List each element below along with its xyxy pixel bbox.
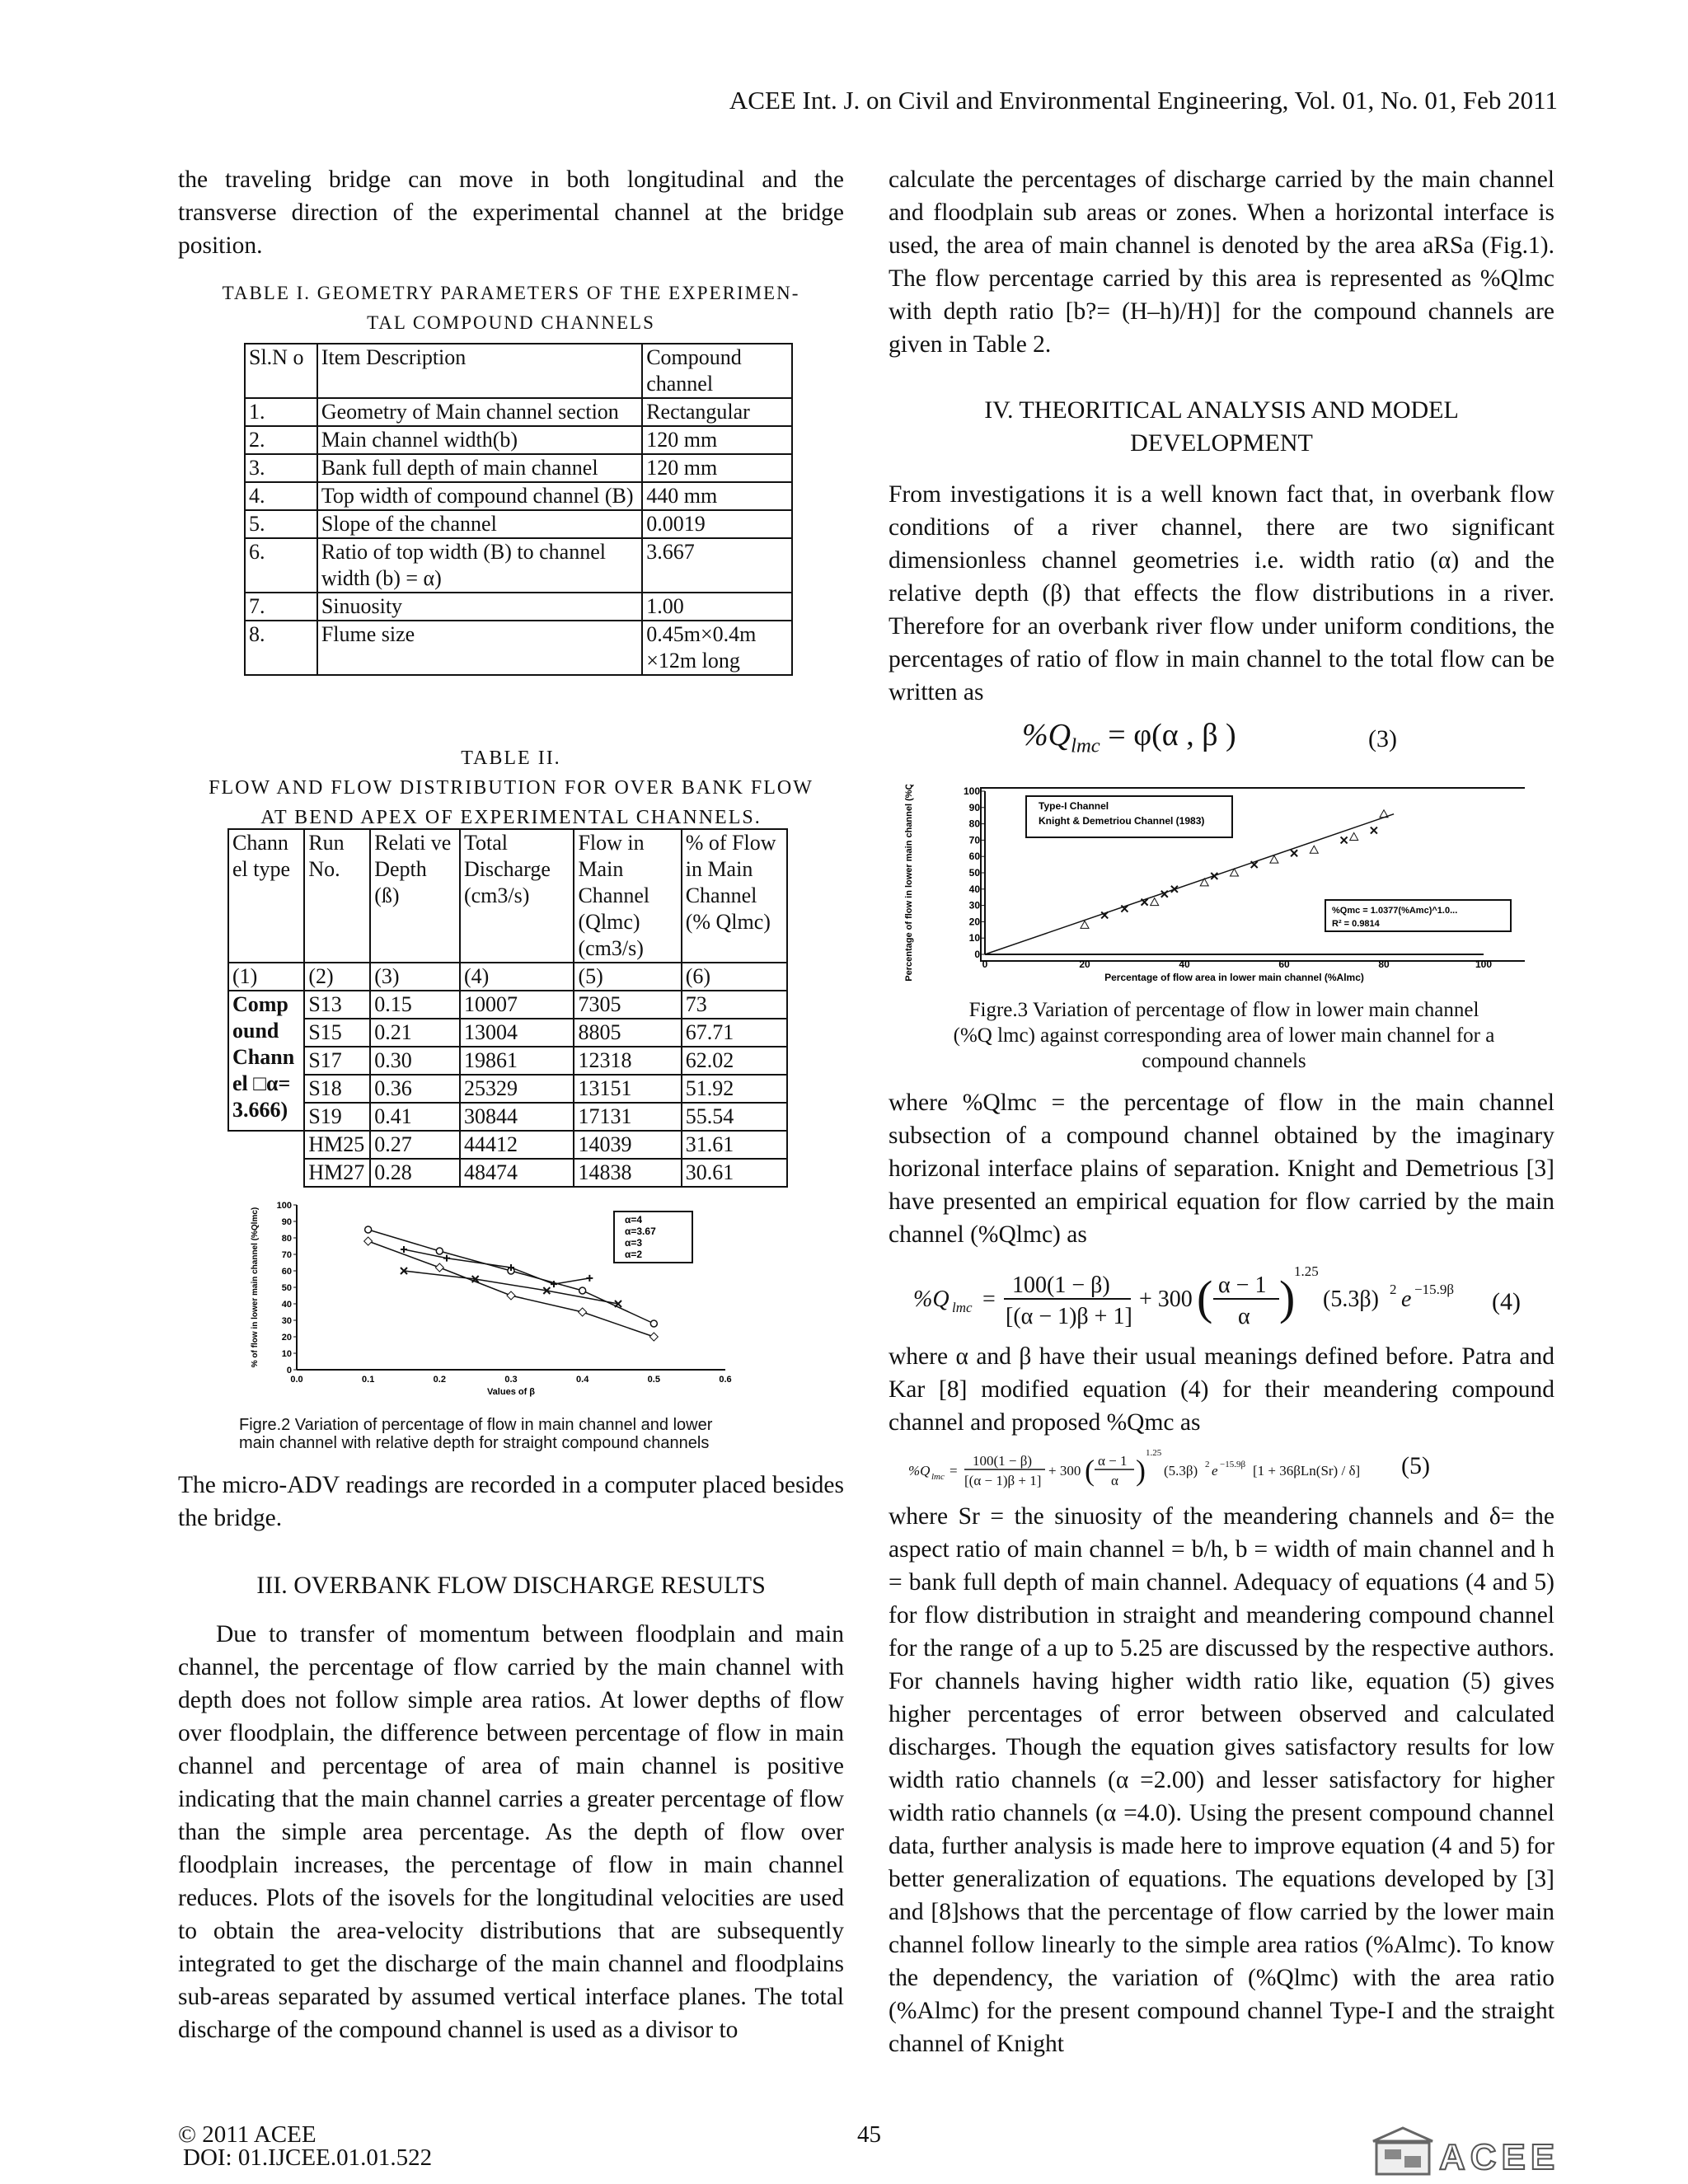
eq5-exp2: 2 bbox=[1205, 1460, 1210, 1469]
table2-caption-line2: FLOW AND FLOW DISTRIBUTION FOR OVER BANK FLOW bbox=[209, 777, 814, 799]
y-tick-label: 90 bbox=[281, 1217, 292, 1227]
y-tick-label: 80 bbox=[281, 1234, 292, 1244]
table1-row bbox=[245, 482, 792, 510]
table1-header-cell: Sl.N o bbox=[245, 344, 317, 398]
table2-cell: 14838 bbox=[574, 1159, 681, 1187]
table2-caption-line3: AT BEND APEX OF EXPERIMENTAL CHANNELS. bbox=[260, 807, 762, 828]
table2-cell: 30844 bbox=[460, 1103, 574, 1131]
table1-header-cell: Compound channel bbox=[642, 344, 792, 398]
table2-row bbox=[228, 1131, 787, 1159]
y-tick-label: 20 bbox=[968, 916, 980, 928]
table2-cell: 0.21 bbox=[370, 1019, 460, 1047]
table2-cell: 17131 bbox=[574, 1103, 681, 1131]
y-tick-label: 30 bbox=[968, 899, 980, 912]
equation-5 bbox=[907, 1444, 1484, 1502]
logo-window2-icon bbox=[1404, 2156, 1421, 2168]
eq4-num1: 100(1 − β) bbox=[1012, 1272, 1110, 1298]
legend-entry: α=4 bbox=[625, 1214, 643, 1226]
journal-header: ACEE Int. J. on Civil and Environmental Engineering, Vol. 01, No. 01, Feb 2011 bbox=[729, 86, 1558, 115]
acee-logo bbox=[1368, 2123, 1558, 2177]
table2-caption-line1: TABLE II. bbox=[461, 748, 561, 769]
eq4-paren-close: ) bbox=[1279, 1271, 1296, 1324]
y-tick-label: 20 bbox=[281, 1333, 292, 1343]
table2-cell: HM25 bbox=[304, 1131, 370, 1159]
y-axis-label: Percentage of flow in lower main channel (%Qlmc) bbox=[904, 785, 914, 982]
right-paragraph-2: From investigations it is a well known fact that, in overbank flow conditions of a river channel, there are two significant dimensionless channel geometries i.e. width ratio (α) and the relative depth (β) that effects the flow distributions in a river. Therefore for an overbank river flow under uniform conditions, the percentages of ratio of flow in main channel to the total flow can be written as bbox=[889, 481, 1554, 705]
table2-cell: 12318 bbox=[574, 1047, 681, 1075]
table2-header-cell: Chann el type bbox=[228, 829, 304, 963]
y-tick-label: 80 bbox=[968, 818, 980, 830]
table1-row bbox=[245, 398, 792, 426]
right-paragraph-1: calculate the percentages of discharge carried by the main channel and floodplain sub areas or zones. When a horizontal interface is used, the area of main channel is denoted by the area aRSa (Fig.1). The flow percentage carried by this area is represented as %Qlmc with depth ratio [b?= (H–h)/H)] for the compound channels are given in Table 2. bbox=[889, 166, 1554, 358]
figure3-chart bbox=[898, 785, 1525, 987]
table1-cell: Geometry of Main channel section bbox=[317, 398, 642, 426]
table2-cell: 13151 bbox=[574, 1075, 681, 1103]
eq3-lhs: %Q bbox=[1022, 718, 1071, 752]
figure3-caption-line3: compound channels bbox=[1142, 1050, 1306, 1072]
table2-header-cell: Relati ve Depth (ß) bbox=[370, 829, 460, 963]
eq5-paren-close: ) bbox=[1136, 1454, 1146, 1487]
table1-cell: Sinuosity bbox=[317, 593, 642, 621]
y-tick-label: 100 bbox=[276, 1201, 292, 1211]
data-point bbox=[586, 1275, 593, 1282]
table1-cell: 440 mm bbox=[642, 482, 792, 510]
table2-caption bbox=[178, 743, 844, 832]
table2-type-cell: Comp ound Chann el □α= 3.666) bbox=[228, 991, 304, 1131]
legend-entry: α=2 bbox=[625, 1249, 643, 1260]
legend-entry: Type-I Channel bbox=[1039, 800, 1109, 812]
table1-cell: 3. bbox=[245, 454, 317, 482]
table2-header-row bbox=[228, 829, 787, 963]
x-tick-label: 80 bbox=[1378, 958, 1390, 970]
logo-text: ACEE bbox=[1439, 2137, 1558, 2177]
section4-heading bbox=[889, 394, 1554, 460]
table2-cell: S13 bbox=[304, 991, 370, 1019]
data-point bbox=[364, 1237, 373, 1245]
page-number: 45 bbox=[857, 2121, 881, 2148]
data-point bbox=[649, 1333, 658, 1341]
table1-cell: 0.45m×0.4m ×12m long bbox=[642, 621, 792, 675]
table2-cell: 30.61 bbox=[682, 1159, 787, 1187]
footer-doi: DOI: 01.IJCEE.01.01.522 bbox=[183, 2144, 433, 2171]
table1-cell: Slope of the channel bbox=[317, 510, 642, 538]
data-point bbox=[579, 1287, 586, 1294]
table1-row bbox=[245, 426, 792, 454]
table2-index-cell: (2) bbox=[304, 963, 370, 991]
eq4-e: e bbox=[1401, 1286, 1412, 1312]
table2-row bbox=[228, 991, 787, 1019]
figure2-caption-line2: main channel with relative depth for straight compound channels bbox=[239, 1434, 710, 1452]
table1-cell: 4. bbox=[245, 482, 317, 510]
eq5-term3: (5.3β) bbox=[1164, 1463, 1198, 1479]
data-point bbox=[443, 1255, 450, 1262]
table2-cell: 48474 bbox=[460, 1159, 574, 1187]
eq5-number: (5) bbox=[1401, 1452, 1430, 1479]
x-tick-label: 100 bbox=[1475, 958, 1493, 970]
figure3-caption-line2: (%Q lmc) against corresponding area of lower main channel for a bbox=[953, 1024, 1495, 1047]
table2-cell: 19861 bbox=[460, 1047, 574, 1075]
table1-row bbox=[245, 538, 792, 593]
table1-cell: 8. bbox=[245, 621, 317, 675]
acee-logo-svg bbox=[1368, 2123, 1558, 2177]
eq5-exp1: 1.25 bbox=[1146, 1448, 1162, 1458]
table1-caption bbox=[178, 279, 844, 338]
table2 bbox=[227, 828, 788, 1188]
table2-empty-cell bbox=[228, 1131, 304, 1159]
eq4-term3: (5.3β) bbox=[1323, 1286, 1379, 1312]
table1-cell: 1.00 bbox=[642, 593, 792, 621]
figure2-svg bbox=[239, 1197, 767, 1411]
table1-cell: 120 mm bbox=[642, 426, 792, 454]
y-tick-label: 10 bbox=[281, 1349, 292, 1359]
y-tick-label: 60 bbox=[968, 851, 980, 863]
eq4-paren-open: ( bbox=[1197, 1271, 1213, 1324]
table2-row bbox=[228, 1075, 787, 1103]
equation-4 bbox=[907, 1261, 1558, 1335]
table2-cell: 31.61 bbox=[682, 1131, 787, 1159]
table1 bbox=[244, 343, 793, 676]
table2-cell: S15 bbox=[304, 1019, 370, 1047]
table2-cell: S18 bbox=[304, 1075, 370, 1103]
x-tick-label: 0 bbox=[982, 958, 988, 970]
x-tick-label: 0.1 bbox=[362, 1375, 375, 1385]
equation-4-svg bbox=[907, 1261, 1558, 1335]
table2-cell: 51.92 bbox=[682, 1075, 787, 1103]
series-line bbox=[368, 1230, 654, 1324]
table2-index-cell: (3) bbox=[370, 963, 460, 991]
eq4-lhs: %Q bbox=[913, 1286, 950, 1312]
table1-caption-line1: TABLE I. GEOMETRY PARAMETERS OF THE EXPERIMEN- bbox=[222, 283, 800, 303]
table1-cell: 7. bbox=[245, 593, 317, 621]
eq3-number: (3) bbox=[1368, 725, 1397, 752]
x-tick-label: 40 bbox=[1179, 958, 1190, 970]
table1-row bbox=[245, 593, 792, 621]
table2-cell: 0.27 bbox=[370, 1131, 460, 1159]
eq4-num2: α − 1 bbox=[1218, 1272, 1267, 1298]
data-point bbox=[507, 1291, 515, 1300]
eq5-lhs: %Q bbox=[908, 1463, 931, 1479]
table2-cell: S17 bbox=[304, 1047, 370, 1075]
table2-cell: 0.41 bbox=[370, 1103, 460, 1131]
eq5-plus: + 300 bbox=[1048, 1463, 1081, 1479]
table2-cell: HM27 bbox=[304, 1159, 370, 1187]
equation-5-svg bbox=[907, 1444, 1484, 1502]
data-point bbox=[1291, 850, 1297, 856]
data-point bbox=[365, 1226, 372, 1233]
left-paragraph-3: Due to transfer of momentum between floodplain and main channel, the percentage of flow carried by the main channel with depth does not follow simple area ratios. At lower depths of flow over floodplain, the difference between percentage of flow in main channel and percentage of area of main channel is positive indicating that the main channel carries a greater percentage of flow than the simple area percentage. As the depth of flow over floodplain increases, the percentage of flow in main channel reduces. Plots of the isovels for the longitudinal velocities are used to obtain the area-velocity distributions that are subsequently integrated to get the discharge of the main channel and floodplains sub-areas separated by assumed vertical interface planes. The total discharge of the compound channel is used as a divisor to bbox=[178, 1621, 844, 2043]
eq3-rhs: = φ(α , β ) bbox=[1108, 718, 1236, 752]
table2-header-cell: Total Discharge (cm3/s) bbox=[460, 829, 574, 963]
y-tick-label: 40 bbox=[968, 883, 980, 895]
right-paragraph-3: where %Qlmc = the percentage of flow in the main channel subsection of a compound channel obtained by the imaginary horizonal interface plains of separation. Knight and Demetrious [3] have presented an empirical equation for flow carried by the main channel (%Qlmc) as bbox=[889, 1090, 1554, 1248]
eq4-den2: α bbox=[1238, 1304, 1250, 1329]
eq4-den1: [(α − 1)β + 1] bbox=[1006, 1304, 1132, 1329]
logo-roof-icon bbox=[1373, 2128, 1432, 2141]
y-tick-label: 30 bbox=[281, 1316, 292, 1326]
eq5-equals: = bbox=[950, 1463, 958, 1479]
table1-row bbox=[245, 454, 792, 482]
table2-cell: 10007 bbox=[460, 991, 574, 1019]
figure3-svg bbox=[898, 785, 1525, 987]
table2-cell: 55.54 bbox=[682, 1103, 787, 1131]
y-tick-label: 70 bbox=[281, 1250, 292, 1260]
x-axis-label: Values of β bbox=[486, 1387, 536, 1397]
table1-cell: Main channel width(b) bbox=[317, 426, 642, 454]
table2-cell: 13004 bbox=[460, 1019, 574, 1047]
table2-header-cell: Flow in Main Channel (Qlmc) (cm3/s) bbox=[574, 829, 681, 963]
logo-building-icon bbox=[1376, 2143, 1429, 2174]
table2-cell: 25329 bbox=[460, 1075, 574, 1103]
data-point bbox=[435, 1263, 443, 1272]
left-paragraph-2: The micro-ADV readings are recorded in a computer placed besides the bridge. bbox=[178, 1472, 844, 1531]
eq4-lhs-sub: lmc bbox=[952, 1300, 973, 1315]
y-tick-label: 0 bbox=[974, 949, 980, 960]
eq3-sub: lmc bbox=[1071, 734, 1100, 757]
table2-row bbox=[228, 1047, 787, 1075]
y-axis-label: % of flow in lower main channel (%Qlmc) bbox=[251, 1207, 260, 1368]
x-tick-label: 0.0 bbox=[290, 1375, 303, 1385]
y-tick-label: 100 bbox=[963, 785, 980, 797]
equation-3 bbox=[1022, 717, 1236, 758]
section3-heading: III. OVERBANK FLOW DISCHARGE RESULTS bbox=[256, 1572, 766, 1599]
logo-window-icon bbox=[1385, 2149, 1401, 2159]
legend-entry: α=3 bbox=[625, 1237, 643, 1249]
table1-cell: 0.0019 bbox=[642, 510, 792, 538]
x-axis-label: Percentage of flow area in lower main channel (%Almc) bbox=[1104, 972, 1364, 983]
y-tick-label: 10 bbox=[968, 932, 980, 944]
table2-header-cell: Run No. bbox=[304, 829, 370, 963]
table2-cell: S19 bbox=[304, 1103, 370, 1131]
data-point bbox=[579, 1308, 587, 1316]
eq5-den1: [(α − 1)β + 1] bbox=[964, 1473, 1042, 1488]
eq4-equals: = bbox=[982, 1286, 996, 1312]
y-tick-label: 50 bbox=[968, 867, 980, 879]
table2-header-cell: % of Flow in Main Channel (% Qlmc) bbox=[682, 829, 787, 963]
table2-cell: 62.02 bbox=[682, 1047, 787, 1075]
legend-entry: Knight & Demetriou Channel (1983) bbox=[1039, 815, 1205, 827]
table2-index-row bbox=[228, 963, 787, 991]
section4-heading-line2: DEVELOPMENT bbox=[1130, 429, 1313, 457]
legend-entry: α=3.67 bbox=[625, 1226, 656, 1237]
eq4-number: (4) bbox=[1492, 1288, 1521, 1315]
table1-cell: Rectangular bbox=[642, 398, 792, 426]
table2-cell: 67.71 bbox=[682, 1019, 787, 1047]
figure2-caption-line1: Figre.2 Variation of percentage of flow in main channel and lower bbox=[239, 1416, 713, 1434]
table1-cell: Top width of compound channel (B) bbox=[317, 482, 642, 510]
section4-heading-line1: IV. THEORITICAL ANALYSIS AND MODEL bbox=[984, 396, 1459, 424]
table2-cell: 0.36 bbox=[370, 1075, 460, 1103]
x-tick-label: 0.6 bbox=[719, 1375, 732, 1385]
eq5-exp3: −15.9β bbox=[1220, 1460, 1246, 1469]
data-point bbox=[401, 1246, 407, 1253]
table2-cell: 8805 bbox=[574, 1019, 681, 1047]
y-tick-label: 70 bbox=[968, 834, 980, 846]
eq5-term4: [1 + 36βLn(Sr) / δ] bbox=[1253, 1463, 1361, 1479]
data-point bbox=[1341, 837, 1348, 843]
table1-cell: 3.667 bbox=[642, 538, 792, 593]
table2-cell: 0.15 bbox=[370, 991, 460, 1019]
y-tick-label: 0 bbox=[286, 1366, 292, 1376]
x-tick-label: 0.3 bbox=[504, 1375, 518, 1385]
y-tick-label: 40 bbox=[281, 1300, 292, 1310]
table2-empty-cell bbox=[228, 1159, 304, 1187]
table2-index-cell: (4) bbox=[460, 963, 574, 991]
figure2-caption bbox=[239, 1416, 783, 1452]
x-tick-label: 60 bbox=[1278, 958, 1290, 970]
eq5-num2: α − 1 bbox=[1098, 1453, 1128, 1469]
table2-cell: 44412 bbox=[460, 1131, 574, 1159]
y-tick-label: 50 bbox=[281, 1283, 292, 1293]
r-squared: R² = 0.9814 bbox=[1332, 919, 1380, 929]
figure3-caption bbox=[898, 997, 1550, 1074]
table2-row bbox=[228, 1159, 787, 1187]
y-tick-label: 60 bbox=[281, 1267, 292, 1277]
table2-cell: 0.30 bbox=[370, 1047, 460, 1075]
table1-header-row bbox=[245, 344, 792, 398]
table1-cell: 2. bbox=[245, 426, 317, 454]
eq4-exp3: −15.9β bbox=[1414, 1282, 1454, 1297]
table1-caption-line2: TAL COMPOUND CHANNELS bbox=[367, 312, 655, 333]
x-tick-label: 0.4 bbox=[576, 1375, 589, 1385]
table2-index-cell: (6) bbox=[682, 963, 787, 991]
left-paragraph-1: the traveling bridge can move in both longitudinal and the transverse direction of the experimental channel at the bridge position. bbox=[178, 166, 844, 259]
table1-cell: 120 mm bbox=[642, 454, 792, 482]
eq5-paren-open: ( bbox=[1085, 1454, 1095, 1487]
data-point bbox=[436, 1248, 443, 1254]
figure2-chart bbox=[239, 1197, 767, 1411]
data-point bbox=[1151, 898, 1159, 906]
data-point bbox=[1350, 832, 1358, 840]
table1-cell: Flume size bbox=[317, 621, 642, 675]
footer-copyright: © 2011 ACEE bbox=[178, 2121, 316, 2148]
data-point bbox=[1310, 846, 1318, 853]
x-tick-label: 0.2 bbox=[433, 1375, 446, 1385]
eq4-plus: + 300 bbox=[1139, 1286, 1193, 1312]
table2-cell: 14039 bbox=[574, 1131, 681, 1159]
y-tick-label: 90 bbox=[968, 801, 980, 813]
eq5-den2: α bbox=[1111, 1473, 1118, 1488]
table1-row bbox=[245, 510, 792, 538]
data-point bbox=[1081, 921, 1089, 928]
x-tick-label: 0.5 bbox=[647, 1375, 660, 1385]
table2-index-cell: (5) bbox=[574, 963, 681, 991]
series-line bbox=[368, 1241, 654, 1337]
trend-equation: %Qmc = 1.0377(%Amc)^1.0... bbox=[1332, 906, 1458, 916]
table2-row bbox=[228, 1019, 787, 1047]
eq5-e: e bbox=[1212, 1463, 1218, 1479]
table1-row bbox=[245, 621, 792, 675]
table1-cell: Bank full depth of main channel bbox=[317, 454, 642, 482]
table2-cell: 73 bbox=[682, 991, 787, 1019]
right-paragraph-5: where Sr = the sinuosity of the meandering channels and δ= the aspect ratio of main channel = b/h, b = width of main channel and h = bank full depth of main channel. Adequacy of equations (4 and 5) for flow distribution in straight and meandering compound channel for the range of a up to 5.25 are discussed by the respective authors. For channels having higher width ratio like, equation (5) gives higher percentages of error between observed and calculated discharges. Though the equation gives satisfactory results for low width ratio channels (α =2.00) and lesser satisfactory for higher width ratio channels (α =4.0). Using the present compound channel data, further analysis is made here to improve equation (4 and 5) for better generalization of equations. The equations developed by [3] and [8]shows that the percentage of flow carried by the lower main channel follow linearly to the simple area ratios (%Almc). To know the dependency, the variation of (%Qlmc) with the area ratio (%Almc) for the present compound channel Type-I and the straight channel of Knight bbox=[889, 1503, 1554, 2057]
table2-row bbox=[228, 1103, 787, 1131]
eq4-exp2: 2 bbox=[1390, 1282, 1397, 1297]
data-point bbox=[1371, 827, 1377, 834]
data-point bbox=[650, 1320, 657, 1327]
eq5-lhs-sub: lmc bbox=[931, 1472, 945, 1482]
table2-cell: 0.28 bbox=[370, 1159, 460, 1187]
x-tick-label: 20 bbox=[1079, 958, 1090, 970]
right-paragraph-4: where α and β have their usual meanings defined before. Patra and Kar [8] modified equation (4) for their meandering compound channel and proposed %Qmc as bbox=[889, 1343, 1554, 1436]
eq5-num1: 100(1 − β) bbox=[973, 1453, 1033, 1469]
table2-cell: 7305 bbox=[574, 991, 681, 1019]
figure3-caption-line1: Figre.3 Variation of percentage of flow in lower main channel bbox=[968, 999, 1479, 1021]
table1-header-cell: Item Description bbox=[317, 344, 642, 398]
table2-index-cell: (1) bbox=[228, 963, 304, 991]
eq4-exp1: 1.25 bbox=[1294, 1263, 1319, 1279]
table1-cell: 6. bbox=[245, 538, 317, 593]
table1-cell: Ratio of top width (B) to channel width (b) = α) bbox=[317, 538, 642, 593]
table1-cell: 5. bbox=[245, 510, 317, 538]
table1-cell: 1. bbox=[245, 398, 317, 426]
